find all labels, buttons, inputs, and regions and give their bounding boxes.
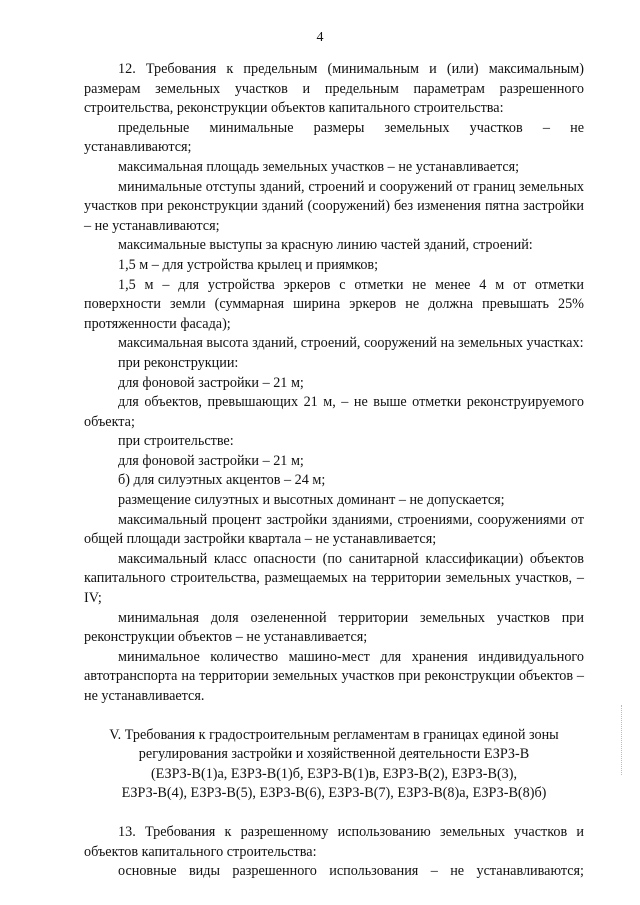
paragraph: основные виды разрешенного использования – не устанавливаются; [118, 863, 584, 880]
paragraph: максимальная высота зданий, строений, сооружений на земельных участках: [118, 335, 584, 352]
paragraph: размещение силуэтных и высотных доминант – не допускается; [118, 492, 505, 509]
paragraph: для объектов, превышающих 21 м, – не выше отметки реконструируемого объекта; [84, 394, 584, 430]
paragraph: при реконструкции: [118, 354, 239, 371]
paragraph: минимальные отступы зданий, строений и сооружений от границ земельных участков при реконструкции зданий (сооружений) без изменения пятна застройки – не устанавливаются; [84, 178, 584, 234]
section-heading [84, 726, 584, 804]
paragraph: 1,5 м – для устройства крылец и приямков; [118, 256, 379, 273]
paragraph: максимальный класс опасности (по санитарной классификации) объектов капитального строительства, размещаемых на территории земельных участков, – IV; [84, 550, 584, 607]
paragraph: максимальный процент застройки зданиями, строениями, сооружениями от общей площади застройки квартала – не устанавливается; [84, 511, 584, 548]
paragraph: б) для силуэтных акцентов – 24 м; [118, 472, 326, 489]
paragraph: при строительстве: [118, 433, 234, 450]
paragraph-12: 12. Требования к предельным (минимальным и (или) максимальным) размерам земельных участков и предельным параметрам разрешенного строительства, реконструкции объектов капитального строительства: [84, 61, 584, 117]
paragraph: минимальная доля озелененной территории земельных участков при реконструкции объектов – не устанавливается; [84, 609, 584, 646]
section-heading-line: (ЕЗРЗ-В(1)а, ЕЗРЗ-В(1)б, ЕЗРЗ-В(1)в, ЕЗРЗ-В(2), ЕЗРЗ-В(3), [150, 765, 518, 782]
paragraph: максимальные выступы за красную линию частей зданий, строений: [118, 237, 533, 254]
paragraph: для фоновой застройки – 21 м; [118, 374, 304, 391]
section-heading-line: V. Требования к градостроительным регламентам в границах единой зоны [109, 726, 559, 743]
paragraph: для фоновой застройки – 21 м; [118, 452, 304, 469]
paragraph-13: 13. Требования к разрешенному использованию земельных участков и объектов капитального строительства: [84, 823, 584, 860]
section-heading-line: регулирования застройки и хозяйственной деятельности ЕЗРЗ-В [138, 746, 530, 763]
scan-edge-mark [621, 705, 624, 775]
paragraph: предельные минимальные размеры земельных участков – не устанавливаются; [84, 119, 584, 156]
paragraph: 1,5 м – для устройства эркеров с отметки не менее 4 м от отметки поверхности земли (суммарная ширина эркеров не должна превышать 25% протяженности фасада); [84, 276, 584, 332]
paragraph: минимальное количество машино-мест для хранения индивидуального автотранспорта на территории земельных участков при реконструкции объектов – не устанавливается. [84, 648, 584, 704]
paragraph: максимальная площадь земельных участков – не устанавливается; [118, 158, 520, 175]
document-body [84, 60, 584, 882]
page-number: 4 [316, 30, 324, 45]
section-heading-line: ЕЗРЗ-В(4), ЕЗРЗ-В(5), ЕЗРЗ-В(6), ЕЗРЗ-В(7), ЕЗРЗ-В(8)а, ЕЗРЗ-В(8)б) [121, 785, 547, 802]
